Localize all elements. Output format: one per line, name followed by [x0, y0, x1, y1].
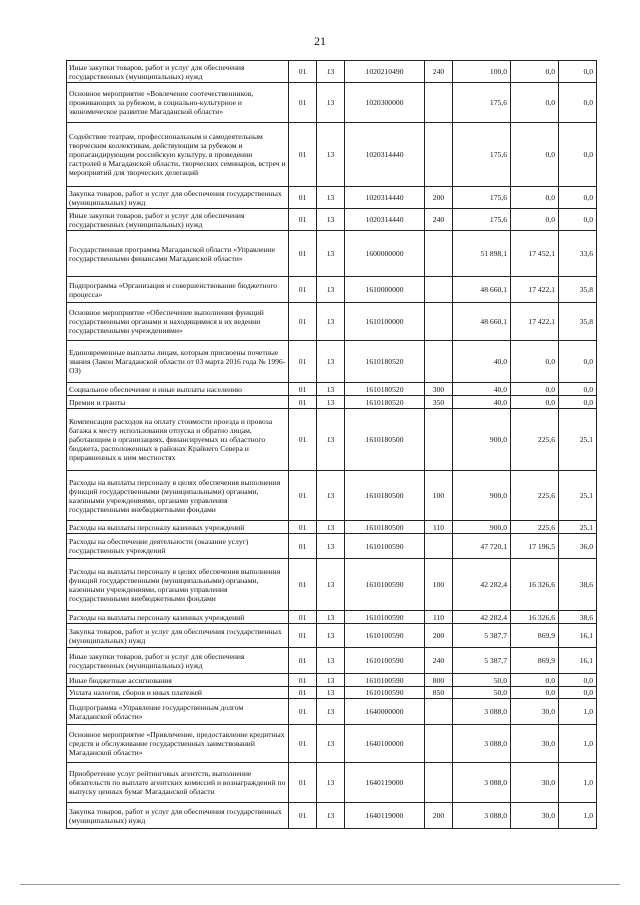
row-executed-amount: 0,0: [511, 187, 559, 209]
page-number: 21: [314, 34, 326, 48]
row-subsection: 13: [317, 341, 345, 383]
row-percent: 0,0: [559, 61, 597, 83]
row-percent: 38,6: [559, 611, 597, 624]
row-name: Компенсация расходов на оплату стоимости проезда и провоза багажа к месту использования отпуска и обратно лицам, работающим в организациях, финансируемых из областного бюджета, расположенных в районах Крайнего Севера и приравненных к ним местностях: [67, 409, 289, 471]
row-percent: 25,1: [559, 471, 597, 521]
row-section: 01: [289, 611, 317, 624]
row-expense-type: 200: [425, 803, 453, 829]
row-section: 01: [289, 396, 317, 409]
row-target-article: 1610180520: [345, 383, 425, 396]
row-plan-amount: 42 282,4: [453, 611, 511, 624]
row-subsection: 13: [317, 409, 345, 471]
row-expense-type: [425, 303, 453, 341]
table-row: [67, 303, 597, 341]
row-expense-type: [425, 699, 453, 725]
row-executed-amount: 30,0: [511, 725, 559, 763]
row-subsection: 13: [317, 763, 345, 803]
row-plan-amount: 40,0: [453, 341, 511, 383]
row-executed-amount: 0,0: [511, 61, 559, 83]
row-plan-amount: 40,0: [453, 383, 511, 396]
row-subsection: 13: [317, 83, 345, 123]
table-row: [67, 763, 597, 803]
row-plan-amount: 175,6: [453, 187, 511, 209]
table-row: [67, 624, 597, 648]
row-section: 01: [289, 534, 317, 559]
table-row: [67, 687, 597, 699]
row-percent: 0,0: [559, 687, 597, 699]
row-section: 01: [289, 341, 317, 383]
row-percent: 0,0: [559, 187, 597, 209]
row-name: Закупка товаров, работ и услуг для обеспечения государственных (муниципальных) нужд: [67, 187, 289, 209]
table-row: [67, 611, 597, 624]
row-section: 01: [289, 209, 317, 231]
row-executed-amount: 17 196,5: [511, 534, 559, 559]
row-plan-amount: 5 387,7: [453, 648, 511, 674]
row-expense-type: [425, 534, 453, 559]
row-percent: 0,0: [559, 674, 597, 687]
row-percent: 16,1: [559, 648, 597, 674]
row-name: Иные закупки товаров, работ и услуг для обеспечения государственных (муниципальных) нужд: [67, 209, 289, 231]
row-expense-type: 240: [425, 648, 453, 674]
row-name: Уплата налогов, сборов и иных платежей: [67, 687, 289, 699]
row-target-article: 1020314440: [345, 123, 425, 187]
row-expense-type: 850: [425, 687, 453, 699]
row-executed-amount: 869,9: [511, 624, 559, 648]
row-executed-amount: 0,0: [511, 341, 559, 383]
table-row: [67, 534, 597, 559]
row-section: 01: [289, 471, 317, 521]
table-row: [67, 231, 597, 277]
row-expense-type: 300: [425, 383, 453, 396]
row-executed-amount: 869,9: [511, 648, 559, 674]
row-percent: 0,0: [559, 396, 597, 409]
row-subsection: 13: [317, 559, 345, 611]
row-section: 01: [289, 648, 317, 674]
row-subsection: 13: [317, 611, 345, 624]
row-name: Закупка товаров, работ и услуг для обеспечения государственных (муниципальных) нужд: [67, 624, 289, 648]
row-expense-type: 240: [425, 61, 453, 83]
row-executed-amount: 17 452,1: [511, 231, 559, 277]
row-percent: 0,0: [559, 83, 597, 123]
row-name: Иные бюджетные ассигнования: [67, 674, 289, 687]
row-percent: 0,0: [559, 123, 597, 187]
row-name: Расходы на выплаты персоналу в целях обеспечения выполнения функций государственными (муниципальными) органами, казенными учреждениями, органами управления государственными внебюджетными фондами: [67, 471, 289, 521]
row-section: 01: [289, 624, 317, 648]
table-row: [67, 699, 597, 725]
row-section: 01: [289, 803, 317, 829]
row-target-article: 1640000000: [345, 699, 425, 725]
row-target-article: 1610100590: [345, 674, 425, 687]
row-target-article: 1020300000: [345, 83, 425, 123]
row-executed-amount: 16 326,6: [511, 611, 559, 624]
row-target-article: 1610180500: [345, 521, 425, 534]
row-percent: 33,6: [559, 231, 597, 277]
row-percent: 1,0: [559, 763, 597, 803]
row-section: 01: [289, 409, 317, 471]
row-executed-amount: 16 326,6: [511, 559, 559, 611]
table-row: [67, 471, 597, 521]
row-percent: 38,6: [559, 559, 597, 611]
table-row: [67, 674, 597, 687]
table-row: [67, 123, 597, 187]
row-subsection: 13: [317, 187, 345, 209]
row-name: Расходы на обеспечение деятельности (оказание услуг) государственных учреждений: [67, 534, 289, 559]
row-target-article: 1610180500: [345, 471, 425, 521]
row-plan-amount: 175,6: [453, 209, 511, 231]
row-plan-amount: 3 088,0: [453, 725, 511, 763]
table-row: [67, 803, 597, 829]
row-plan-amount: 900,0: [453, 471, 511, 521]
row-name: Основное мероприятие «Обеспечение выполнения функций государственными органами и находящимися в их ведении государственными учреждениями»: [67, 303, 289, 341]
row-expense-type: [425, 725, 453, 763]
row-expense-type: [425, 763, 453, 803]
row-plan-amount: 40,0: [453, 396, 511, 409]
row-expense-type: 240: [425, 209, 453, 231]
bottom-rule: [20, 884, 620, 885]
row-name: Расходы на выплаты персоналу в целях обеспечения выполнения функций государственными (муниципальными) органами, казенными учреждениями, органами управления государственными внебюджетными фондами: [67, 559, 289, 611]
row-subsection: 13: [317, 277, 345, 303]
row-percent: 25,1: [559, 409, 597, 471]
row-section: 01: [289, 83, 317, 123]
row-plan-amount: 175,6: [453, 123, 511, 187]
row-expense-type: [425, 83, 453, 123]
row-expense-type: [425, 231, 453, 277]
row-name: Социальное обеспечение и иные выплаты населению: [67, 383, 289, 396]
row-subsection: 13: [317, 471, 345, 521]
row-subsection: 13: [317, 674, 345, 687]
table-row: [67, 341, 597, 383]
row-target-article: 1020314440: [345, 209, 425, 231]
row-percent: 0,0: [559, 383, 597, 396]
table-row: [67, 83, 597, 123]
row-executed-amount: 225,6: [511, 471, 559, 521]
row-plan-amount: 3 088,0: [453, 699, 511, 725]
row-target-article: 1610100590: [345, 624, 425, 648]
row-target-article: 1610000000: [345, 277, 425, 303]
row-target-article: 1610100590: [345, 611, 425, 624]
row-executed-amount: 0,0: [511, 687, 559, 699]
row-plan-amount: 100,0: [453, 61, 511, 83]
table-row: [67, 61, 597, 83]
row-percent: 35,8: [559, 277, 597, 303]
budget-table: [66, 60, 597, 829]
row-target-article: 1610100000: [345, 303, 425, 341]
row-target-article: 1610180520: [345, 341, 425, 383]
row-name: Единовременные выплаты лицам, которым присвоены почетные звания (Закон Магаданской области от 03 марта 2016 года № 1996-ОЗ): [67, 341, 289, 383]
row-executed-amount: 0,0: [511, 209, 559, 231]
row-section: 01: [289, 674, 317, 687]
row-percent: 25,1: [559, 521, 597, 534]
table-row: [67, 383, 597, 396]
row-plan-amount: 50,0: [453, 674, 511, 687]
row-section: 01: [289, 763, 317, 803]
row-percent: 1,0: [559, 699, 597, 725]
row-percent: 1,0: [559, 803, 597, 829]
row-target-article: 1610180520: [345, 396, 425, 409]
row-percent: 0,0: [559, 209, 597, 231]
budget-table-body: [67, 61, 597, 829]
row-executed-amount: 0,0: [511, 396, 559, 409]
row-subsection: 13: [317, 231, 345, 277]
row-name: Премии и гранты: [67, 396, 289, 409]
table-row: [67, 209, 597, 231]
table-row: [67, 277, 597, 303]
row-plan-amount: 5 387,7: [453, 624, 511, 648]
row-expense-type: 800: [425, 674, 453, 687]
row-target-article: 1020314440: [345, 187, 425, 209]
row-executed-amount: 225,6: [511, 409, 559, 471]
row-section: 01: [289, 187, 317, 209]
row-executed-amount: 0,0: [511, 83, 559, 123]
row-expense-type: 110: [425, 521, 453, 534]
row-target-article: 1020210490: [345, 61, 425, 83]
row-expense-type: 200: [425, 187, 453, 209]
row-target-article: 1610100590: [345, 687, 425, 699]
row-subsection: 13: [317, 383, 345, 396]
row-plan-amount: 175,6: [453, 83, 511, 123]
row-plan-amount: 51 898,1: [453, 231, 511, 277]
row-subsection: 13: [317, 61, 345, 83]
row-plan-amount: 50,0: [453, 687, 511, 699]
row-plan-amount: 48 660,1: [453, 303, 511, 341]
row-section: 01: [289, 559, 317, 611]
row-executed-amount: 0,0: [511, 674, 559, 687]
row-expense-type: [425, 409, 453, 471]
row-name: Иные закупки товаров, работ и услуг для обеспечения государственных (муниципальных) нужд: [67, 61, 289, 83]
table-row: [67, 409, 597, 471]
table-row: [67, 725, 597, 763]
row-subsection: 13: [317, 624, 345, 648]
row-percent: 0,0: [559, 341, 597, 383]
row-section: 01: [289, 383, 317, 396]
row-executed-amount: 225,6: [511, 521, 559, 534]
row-subsection: 13: [317, 687, 345, 699]
row-target-article: 1610100590: [345, 534, 425, 559]
row-section: 01: [289, 231, 317, 277]
row-expense-type: [425, 277, 453, 303]
row-section: 01: [289, 303, 317, 341]
row-plan-amount: 42 282,4: [453, 559, 511, 611]
table-row: [67, 187, 597, 209]
row-target-article: 1610100590: [345, 559, 425, 611]
row-subsection: 13: [317, 209, 345, 231]
row-subsection: 13: [317, 699, 345, 725]
row-plan-amount: 3 088,0: [453, 803, 511, 829]
table-row: [67, 396, 597, 409]
row-executed-amount: 30,0: [511, 763, 559, 803]
row-target-article: 1600000000: [345, 231, 425, 277]
row-plan-amount: 48 660,1: [453, 277, 511, 303]
row-executed-amount: 30,0: [511, 803, 559, 829]
row-subsection: 13: [317, 725, 345, 763]
row-name: Основное мероприятие «Вовлечение соотечественников, проживающих за рубежом, в социально-культурное и экономическое развитие Магаданской области»: [67, 83, 289, 123]
row-section: 01: [289, 521, 317, 534]
row-name: Расходы на выплаты персоналу казенных учреждений: [67, 611, 289, 624]
row-executed-amount: 17 422,1: [511, 277, 559, 303]
row-section: 01: [289, 699, 317, 725]
table-row: [67, 559, 597, 611]
row-name: Расходы на выплаты персоналу казенных учреждений: [67, 521, 289, 534]
row-expense-type: 350: [425, 396, 453, 409]
row-target-article: 1640100000: [345, 725, 425, 763]
row-name: Закупка товаров, работ и услуг для обеспечения государственных (муниципальных) нужд: [67, 803, 289, 829]
row-plan-amount: 3 088,0: [453, 763, 511, 803]
row-plan-amount: 900,0: [453, 409, 511, 471]
row-executed-amount: 30,0: [511, 699, 559, 725]
row-expense-type: 110: [425, 611, 453, 624]
table-row: [67, 521, 597, 534]
row-plan-amount: 900,0: [453, 521, 511, 534]
row-expense-type: [425, 123, 453, 187]
row-expense-type: 100: [425, 471, 453, 521]
row-expense-type: [425, 341, 453, 383]
row-target-article: 1610100590: [345, 648, 425, 674]
row-percent: 1,0: [559, 725, 597, 763]
row-section: 01: [289, 687, 317, 699]
row-subsection: 13: [317, 123, 345, 187]
row-name: Подпрограмма «Управление государственным долгом Магаданской области»: [67, 699, 289, 725]
row-name: Содействие театрам, профессиональным и самодеятельным творческим коллективам, действующим за рубежом и пропагандирующим российскую культуру, в проведении гастролей в Магаданской области, творческих семинаров, встреч и мероприятий для творческих делегаций: [67, 123, 289, 187]
row-section: 01: [289, 123, 317, 187]
row-percent: 36,0: [559, 534, 597, 559]
row-target-article: 1640119000: [345, 763, 425, 803]
row-executed-amount: 17 422,1: [511, 303, 559, 341]
row-name: Подпрограмма «Организация и совершенствование бюджетного процесса»: [67, 277, 289, 303]
row-subsection: 13: [317, 534, 345, 559]
row-target-article: 1640119000: [345, 803, 425, 829]
row-name: Государственная программа Магаданской области «Управление государственными финансами Магаданской области»: [67, 231, 289, 277]
row-percent: 35,8: [559, 303, 597, 341]
row-subsection: 13: [317, 521, 345, 534]
row-expense-type: 200: [425, 624, 453, 648]
row-executed-amount: 0,0: [511, 123, 559, 187]
row-subsection: 13: [317, 396, 345, 409]
row-section: 01: [289, 725, 317, 763]
table-row: [67, 648, 597, 674]
row-subsection: 13: [317, 303, 345, 341]
row-plan-amount: 47 720,1: [453, 534, 511, 559]
row-section: 01: [289, 277, 317, 303]
row-executed-amount: 0,0: [511, 383, 559, 396]
row-target-article: 1610180500: [345, 409, 425, 471]
row-percent: 16,1: [559, 624, 597, 648]
row-name: Основное мероприятие «Привлечение, предоставление кредитных средств и обслуживание государственных заимствований Магаданской области»: [67, 725, 289, 763]
row-name: Иные закупки товаров, работ и услуг для обеспечения государственных (муниципальных) нужд: [67, 648, 289, 674]
budget-table-container: [66, 60, 596, 829]
row-subsection: 13: [317, 803, 345, 829]
row-name: Приобретение услуг рейтинговых агентств, выполнение обязательств по выплате агентских комиссий и вознаграждений по выпуску ценных бумаг Магаданской области: [67, 763, 289, 803]
row-section: 01: [289, 61, 317, 83]
row-subsection: 13: [317, 648, 345, 674]
row-expense-type: 100: [425, 559, 453, 611]
